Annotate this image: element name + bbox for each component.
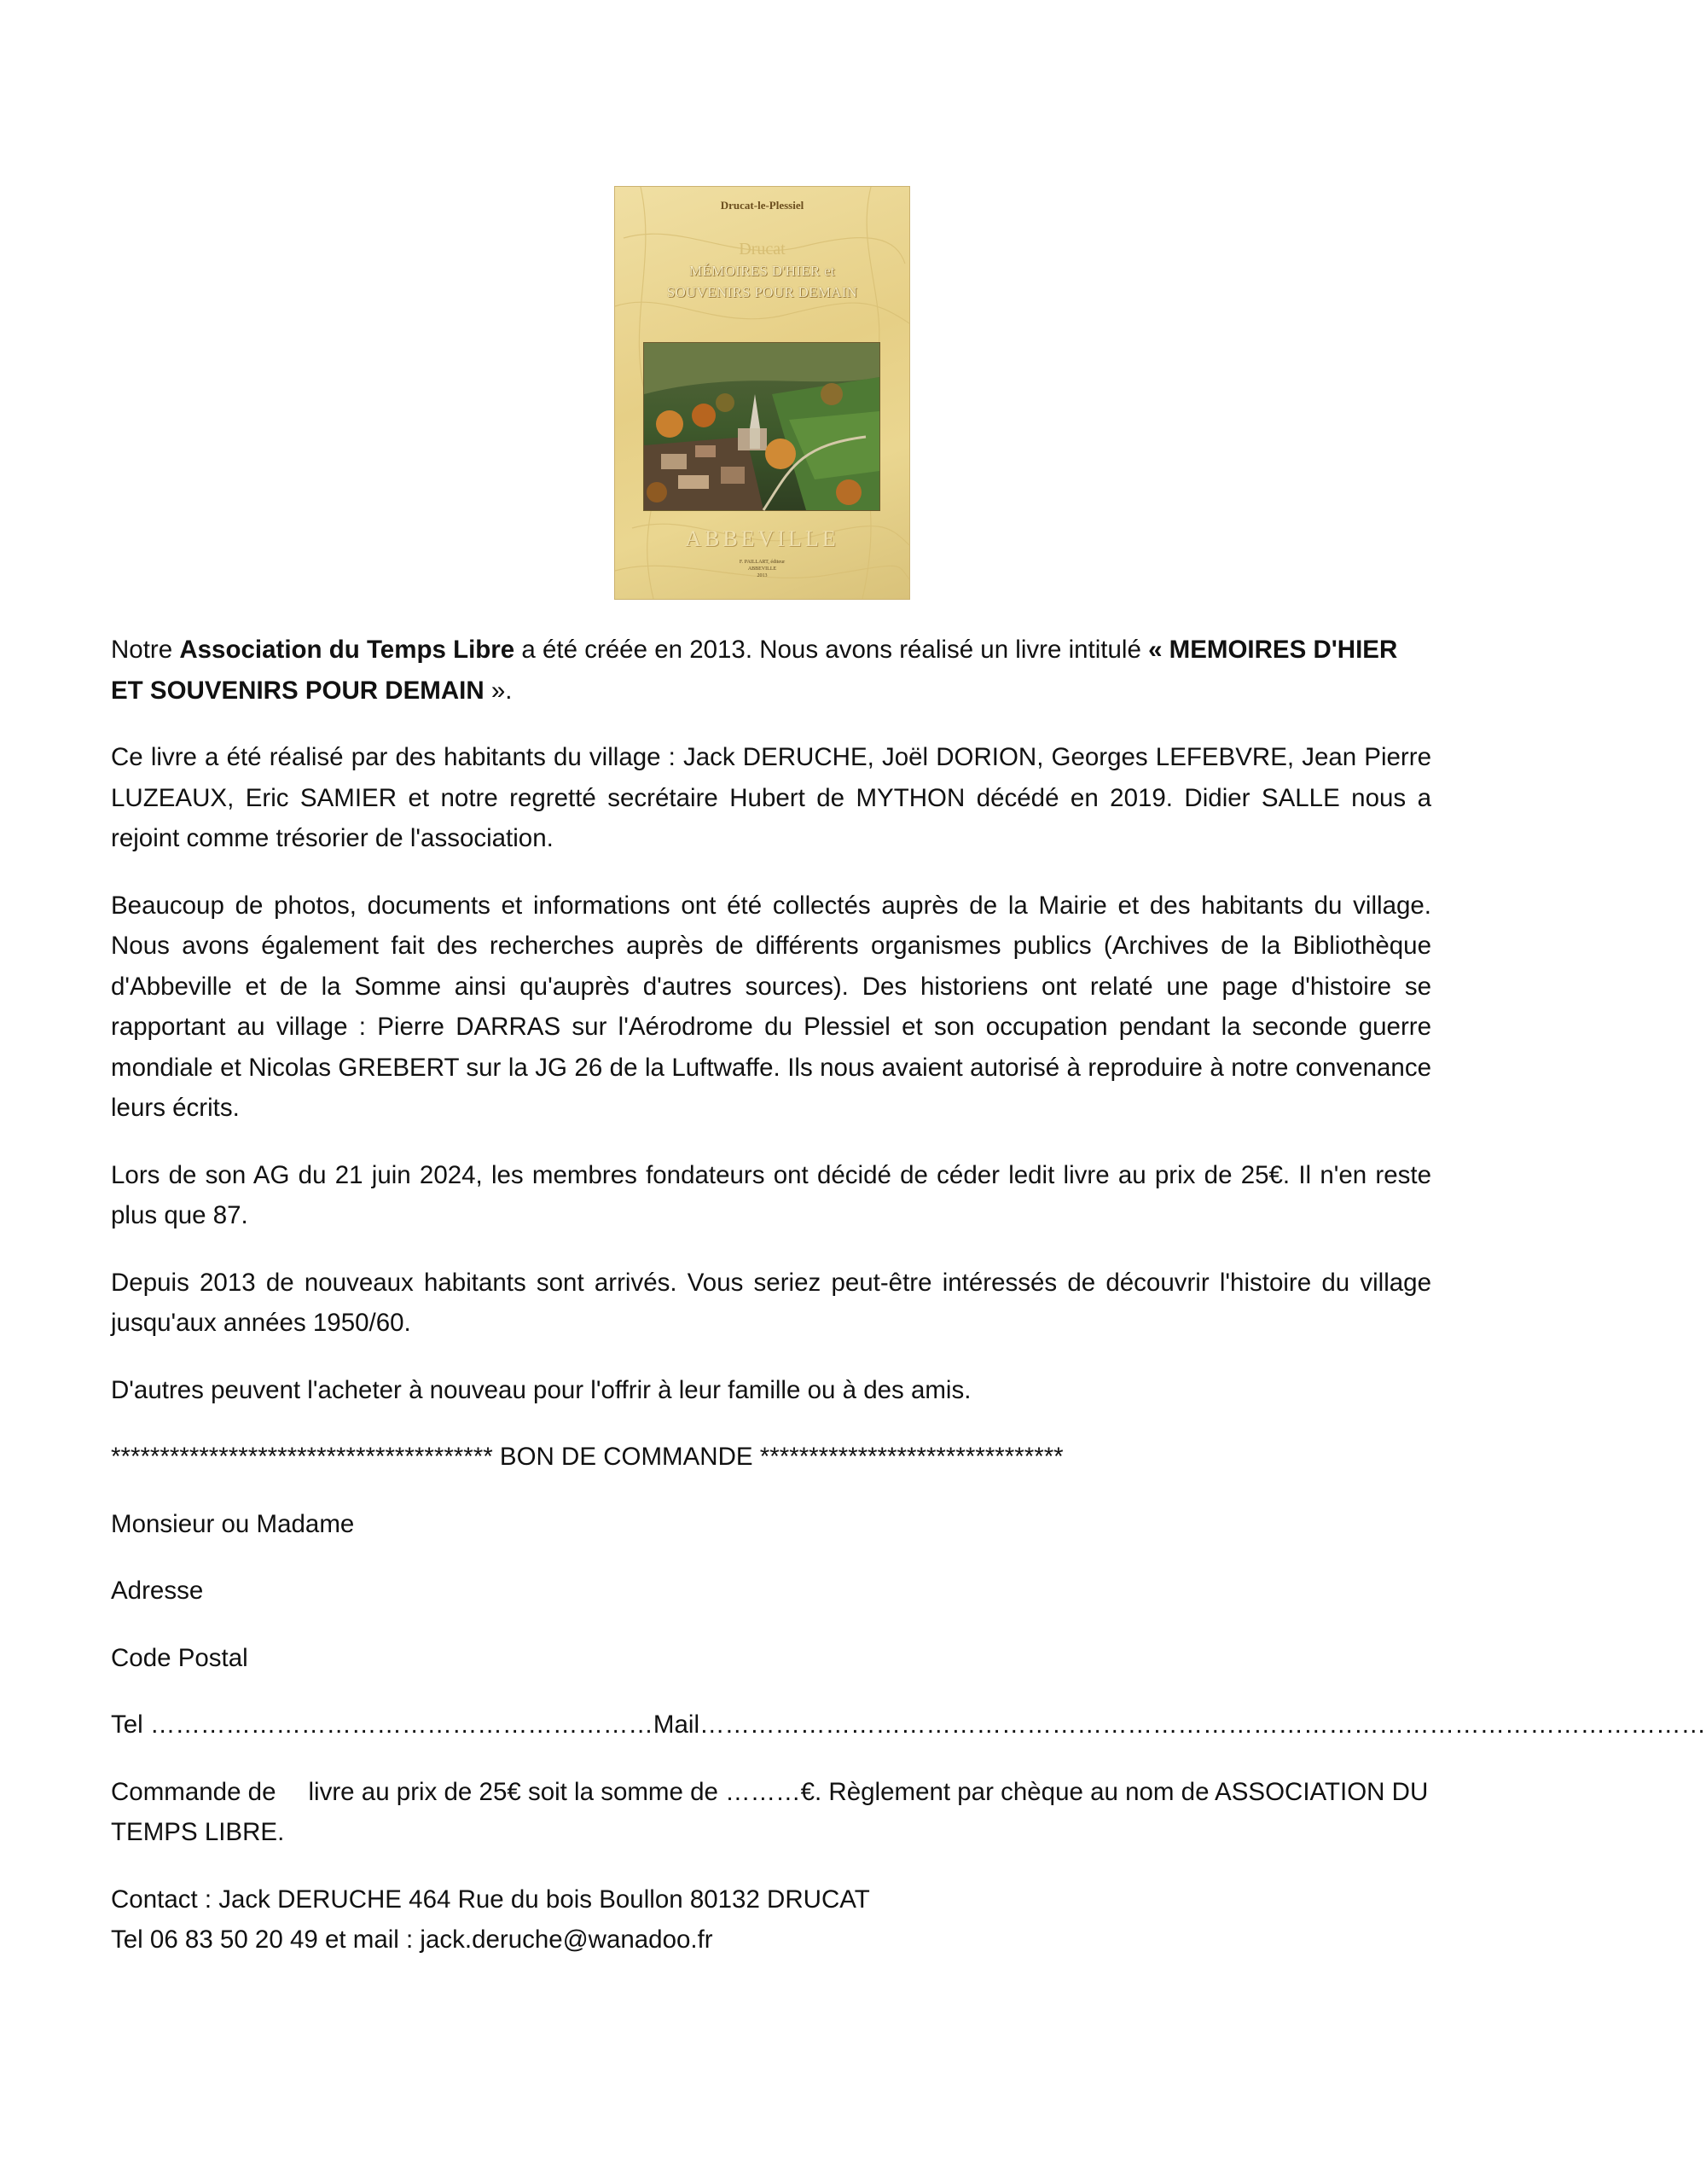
address-field-label: Adresse xyxy=(111,1577,204,1605)
others-paragraph: D'autres peuvent l'acheter à nouveau pour l'offrir à leur famille ou à des amis. xyxy=(111,1375,972,1404)
intro-text-2: a été créée en 2013. Nous avons réalisé un livre intitulé xyxy=(514,636,1149,664)
cover-title-line1: MÉMOIRES D'HIER et xyxy=(689,263,835,279)
cover-header: Drucat-le-Plessiel xyxy=(720,199,804,212)
cover-title xyxy=(615,260,909,303)
cover-publisher-line1: F. PAILLART, éditeur xyxy=(739,560,786,565)
contact-block xyxy=(111,1879,1431,1960)
letter-body xyxy=(111,630,1706,1960)
intro-paragraph xyxy=(111,630,1431,711)
price-paragraph: Lors de son AG du 21 juin 2024, les membres fondateurs ont décidé de céder ledit livre au prix de 25€. Il n'en reste plus que 87. xyxy=(111,1160,1431,1229)
intro-text-3: ». xyxy=(484,676,513,705)
contact-line1: Contact : Jack DERUCHE 464 Rue du bois Boullon 80132 DRUCAT xyxy=(111,1885,870,1914)
mail-field-label: Mail………………………………………………………………………………………………………… xyxy=(653,1711,1706,1739)
cover-title-line2: SOUVENIRS POUR DEMAIN xyxy=(666,284,858,300)
aerial-village-photo xyxy=(643,342,880,511)
order-form-divider: *************************************** BON DE COMMANDE ******************************* xyxy=(111,1443,1064,1471)
intro-text-1: Notre xyxy=(111,636,180,664)
order-text-part2: livre au prix de 25€ soit la somme de ………€. Règlement par chèque au nom de ASSOCIATION DU TEMPS LIBRE. xyxy=(111,1777,1429,1846)
cover-publisher-line3: 2013 xyxy=(757,573,768,578)
name-field-label: Monsieur ou Madame xyxy=(111,1509,355,1538)
postal-code-field-label: Code Postal xyxy=(111,1643,248,1672)
contact-line2: Tel 06 83 50 20 49 et mail : jack.deruche@wanadoo.fr xyxy=(111,1926,713,1954)
sources-paragraph: Beaucoup de photos, documents et informations ont été collectés auprès de la Mairie et des habitants du village. Nous avons également fait des recherches auprès de différents organismes publics (Archives de la Bibliothèque d'Abbeville et de la Somme ainsi qu'auprès d'autres sources). Des historiens ont relaté une page d'histoire se rapportant au village : Pierre DARRAS sur l'Aérodrome du Plessiel et son occupation pendant la seconde guerre mondiale et Nicolas GREBERT sur la JG 26 de la Luftwaffe. Ils nous avaient autorisé à reproduire à notre convenance leurs écrits. xyxy=(111,891,1431,1122)
newcomers-paragraph: Depuis 2013 de nouveaux habitants sont arrivés. Vous seriez peut-être intéressés de découvrir l'histoire du village jusqu'aux années 1950/60. xyxy=(111,1268,1431,1337)
book-cover xyxy=(614,186,910,600)
order-text-part1: Commande de xyxy=(111,1777,276,1806)
order-line xyxy=(111,1772,1431,1853)
book-title: « MEMOIRES D'HIER ET SOUVENIRS POUR DEMAIN xyxy=(111,636,1398,705)
cover-publisher-line2: ABBEVILLE xyxy=(747,566,777,572)
cover-ghost-word: Drucat xyxy=(739,240,786,258)
association-name: Association du Temps Libre xyxy=(179,636,515,664)
cover-publisher xyxy=(615,559,909,579)
authors-paragraph: Ce livre a été réalisé par des habitants du village : Jack DERUCHE, Joël DORION, Georges LEFEBVRE, Jean Pierre LUZEAUX, Eric SAMIER et notre regretté secrétaire Hubert de MYTHON décédé en 2019. Didier SALLE nous a rejoint comme trésorier de l'association. xyxy=(111,743,1431,852)
tel-field-label: Tel …………………………………………………… xyxy=(111,1711,653,1739)
tel-mail-line xyxy=(111,1705,1706,1745)
document-page xyxy=(111,0,1706,2184)
cover-place-name: ABBEVILLE xyxy=(685,526,839,551)
